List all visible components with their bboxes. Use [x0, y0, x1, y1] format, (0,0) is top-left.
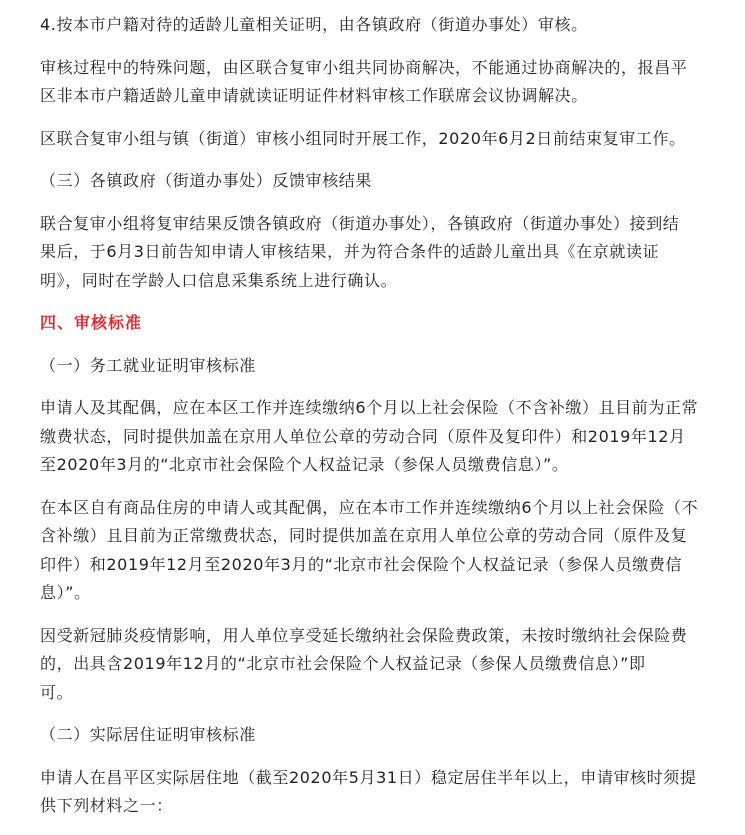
- text-line: 四、审核标准: [40, 313, 143, 332]
- subsection-heading: [40, 167, 720, 196]
- text-line: 申请人在昌平区实际居住地（截至2020年5月31日）稳定居住半年以上，申请审核时须提: [40, 767, 697, 787]
- text-line: 含补缴）且目前为正常缴费状态，同时提供加盖在京用人单位公章的劳动合同（原件及复: [40, 526, 688, 545]
- section-heading: [40, 309, 720, 338]
- text-line: 因受新冠肺炎疫情影响，用人单位享受延长缴纳社会保险费政策，未按时缴纳社会保险费: [40, 625, 688, 645]
- text-line: 的，出具含2019年12月的“北京市社会保险个人权益记录（参保人员缴费信息）”即: [40, 654, 646, 673]
- subsection-heading: [40, 721, 720, 750]
- paragraph: [40, 11, 720, 40]
- text-line: 区联合复审小组与镇（街道）审核小组同时开展工作，2020年6月2日前结束复审工作。: [40, 128, 686, 148]
- paragraph: [40, 764, 720, 821]
- text-line: 息）”。: [40, 583, 91, 602]
- paragraph: [40, 622, 720, 708]
- text-line: （一）务工就业证明审核标准: [40, 355, 256, 375]
- text-line: 联合复审小组将复审结果反馈各镇政府（街道办事处），各镇政府（街道办事处）接到结: [40, 213, 680, 233]
- paragraph: [40, 210, 720, 296]
- text-line: 审核过程中的特殊问题，由区联合复审小组共同协商解决，不能通过协商解决的，报昌平: [40, 57, 688, 77]
- paragraph: [40, 394, 720, 480]
- text-line: 至2020年3月的“北京市社会保险个人权益记录（参保人员缴费信息）”。: [40, 455, 569, 474]
- text-line: 印件）和2019年12月至2020年3月的“北京市社会保险个人权益记录（参保人员缴费信: [40, 554, 683, 574]
- text-line: 明》，同时在学龄人口信息采集系统上进行确认。: [40, 270, 398, 290]
- text-line: 供下列材料之一：: [40, 796, 173, 815]
- text-line: 在本区自有商品住房的申请人或其配偶，应在本市工作并连续缴纳6个月以上社会保险（不: [40, 497, 699, 517]
- text-line: 4.按本市户籍对待的适龄儿童相关证明，由各镇政府（街道办事处）审核。: [40, 15, 588, 34]
- paragraph: [40, 494, 720, 608]
- subsection-heading: [40, 352, 720, 381]
- text-line: 果后，于6月3日前告知申请人审核结果，并为符合条件的适龄儿童出具《在京就读证: [40, 242, 660, 261]
- text-line: （二）实际居住证明审核标准: [40, 725, 256, 744]
- paragraph: [40, 125, 720, 154]
- text-line: （三）各镇政府（街道办事处）反馈审核结果: [40, 171, 373, 190]
- text-line: 申请人及其配偶，应在本区工作并连续缴纳6个月以上社会保险（不含补缴）且目前为正常: [40, 398, 699, 417]
- text-line: 区非本市户籍适龄儿童申请就读证明证件材料审核工作联席会议协调解决。: [40, 86, 588, 105]
- text-line: 缴费状态，同时提供加盖在京用人单位公章的劳动合同（原件及复印件）和2019年12月: [40, 426, 686, 446]
- paragraph: [40, 54, 720, 111]
- text-line: 可。: [40, 682, 74, 702]
- document-body: [40, 11, 720, 835]
